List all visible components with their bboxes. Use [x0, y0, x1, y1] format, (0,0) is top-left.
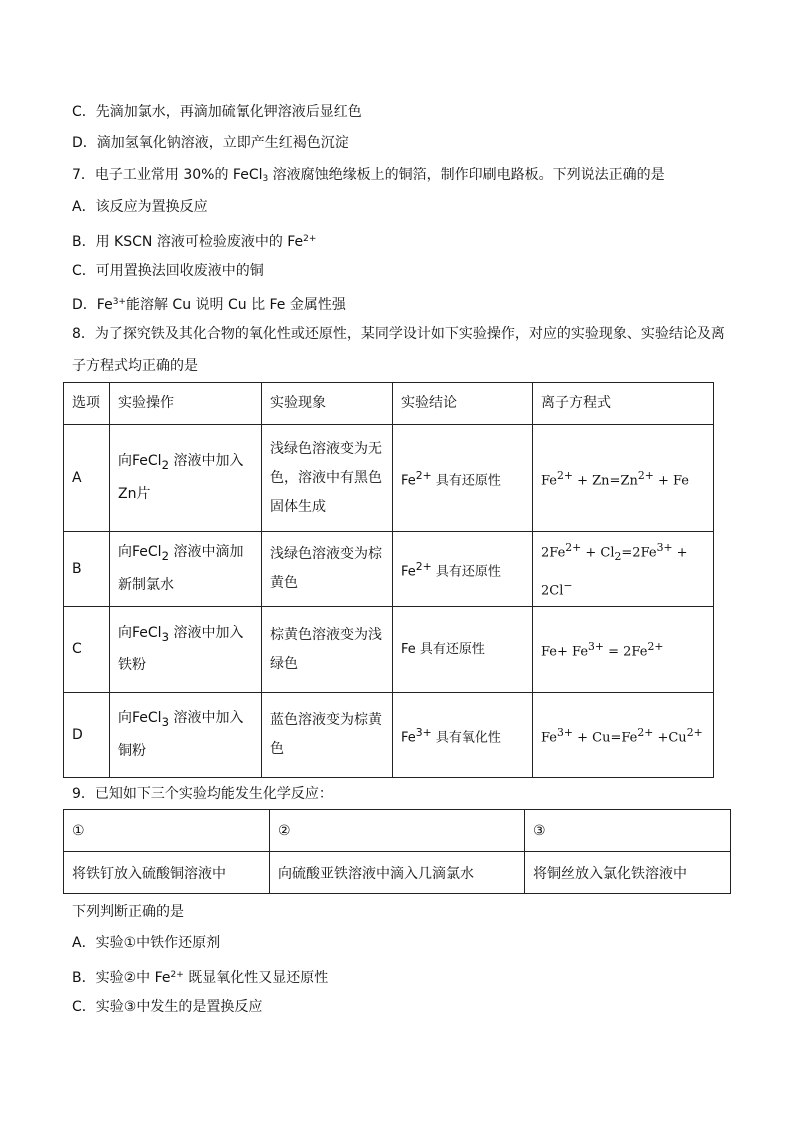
q8-row-c-operation: [110, 607, 262, 693]
table-row: [64, 607, 714, 693]
eq-sup: 2+: [686, 725, 703, 739]
q9-header-3: ③: [525, 810, 731, 852]
q8-stem-line-2: 子方程式均正确的是: [72, 358, 198, 374]
op-text: 向FeCl: [118, 453, 162, 470]
q9-stem: 9．已知如下三个实验均能发生化学反应：: [72, 786, 333, 802]
q9-option-b-pre: B．实验②中 Fe: [72, 970, 171, 986]
q9-table-header: [64, 810, 731, 852]
q8-row-a-equation: [533, 425, 714, 532]
q8-row-d-phenomenon: 蓝色溶液变为棕黄色: [262, 693, 393, 778]
eq-sup: 2+: [637, 725, 654, 739]
q9-cell-2: 向硫酸亚铁溶液中滴入几滴氯水: [270, 852, 525, 894]
q8-table-header: [64, 383, 714, 425]
q7-option-b: [72, 229, 316, 252]
conc-sup: 2+: [415, 559, 432, 573]
q8-header-equation: 离子方程式: [533, 383, 714, 425]
q9-option-b: [72, 965, 328, 988]
q8-row-c-phenomenon: 棕黄色溶液变为浅绿色: [262, 607, 393, 693]
table-row: [64, 852, 731, 894]
q7-option-d-sup: 3+: [112, 297, 126, 307]
eq-sub: 2: [614, 549, 622, 563]
q9-ask: 下列判断正确的是: [72, 904, 184, 920]
q8-row-a-conclusion: [393, 425, 533, 532]
q8-row-c-conclusion: Fe 具有还原性: [393, 607, 533, 693]
eq-sup: 2+: [637, 468, 654, 482]
q8-row-b-conclusion: [393, 532, 533, 607]
q7-option-b-sup: 2+: [303, 234, 317, 244]
q8-row-b-operation: [110, 532, 262, 607]
q9-option-a: A．实验①中铁作还原剂: [72, 935, 221, 951]
q7-stem-text-2: 溶液腐蚀绝缘板上的铜箔，制作印刷电路板。下列说法正确的是: [268, 167, 665, 183]
op-text: 向FeCl: [118, 710, 162, 727]
op-text-2: 溶液中加入Zn片: [118, 453, 244, 502]
op-sub: 2: [161, 548, 169, 563]
q9-table: [63, 809, 731, 894]
q8-table: [63, 382, 714, 778]
q8-row-d-operation: [110, 693, 262, 778]
eq-part: + 2Cl: [541, 545, 688, 599]
q9-header-2: ②: [270, 810, 525, 852]
q8-row-b-equation: [533, 532, 714, 607]
eq-part: Fe+ Fe: [541, 644, 589, 660]
q9-option-c: C．实验③中发生的是置换反应: [72, 999, 263, 1015]
q8-row-d-equation: [533, 693, 714, 778]
eq-sup: −: [563, 578, 573, 592]
eq-sup: 2+: [565, 540, 582, 554]
q8-row-d-option: D: [64, 693, 110, 778]
q8-row-d-conclusion: [393, 693, 533, 778]
eq-part: Fe: [541, 730, 558, 746]
conc-sup: 3+: [415, 725, 432, 739]
eq-sup: 2+: [647, 640, 664, 654]
op-text-2: 溶液中滴加新制氯水: [118, 544, 244, 593]
q8-row-a-option: A: [64, 425, 110, 532]
q7-stem-text: 7．电子工业常用 30%的 FeCl: [72, 167, 263, 183]
eq-part: +Cu: [653, 730, 687, 746]
conc-text-2: 具有氧化性: [431, 730, 501, 746]
op-sub: 3: [161, 629, 169, 644]
op-text-2: 溶液中加入铁粉: [118, 624, 244, 674]
q7-option-d-pre: D．Fe: [72, 297, 113, 313]
q9-cell-1: 将铁钉放入硫酸铜溶液中: [64, 852, 270, 894]
q8-row-b-option: B: [64, 532, 110, 607]
q7-option-c: C．可用置换法回收废液中的铜: [72, 263, 264, 279]
eq-part: + Cu=Fe: [572, 730, 638, 746]
conc-text: Fe: [401, 730, 416, 746]
eq-part: + Fe: [653, 473, 689, 489]
op-sub: 2: [161, 457, 169, 472]
q9-option-b-post: 既显氧化性又显还原性: [183, 970, 329, 986]
q8-row-b-phenomenon: 浅绿色溶液变为棕黄色: [262, 532, 393, 607]
eq-part: =2Fe: [621, 545, 657, 561]
eq-sup: 2+: [557, 468, 573, 482]
q6-option-c: C．先滴加氯水，再滴加硫氰化钾溶液后显红色: [72, 104, 362, 120]
op-sub: 3: [161, 714, 169, 729]
q7-stem: [72, 165, 665, 189]
q8-header-operation: 实验操作: [110, 383, 262, 425]
conc-text: Fe: [401, 564, 416, 580]
q9-option-b-sup: 2+: [170, 970, 184, 980]
q8-row-c-equation: [533, 607, 714, 693]
eq-sup: 3+: [557, 725, 573, 739]
eq-part: = 2Fe: [604, 644, 648, 660]
conc-text: Fe: [401, 473, 416, 489]
eq-sup: 3+: [656, 540, 673, 554]
table-row: [64, 425, 714, 532]
q7-option-a: A．该反应为置换反应: [72, 199, 208, 215]
q8-row-a-operation: [110, 425, 262, 532]
q8-row-c-option: C: [64, 607, 110, 693]
table-row: [64, 532, 714, 607]
q8-header-option: 选项: [64, 383, 110, 425]
op-text: 向FeCl: [118, 544, 162, 561]
conc-text-2: 具有还原性: [431, 473, 501, 489]
eq-part: 2Fe: [541, 545, 566, 561]
conc-sup: 2+: [415, 468, 432, 482]
table-row: [64, 693, 714, 778]
eq-part: Fe: [541, 473, 558, 489]
q6-option-d: D．滴加氢氧化钠溶液，立即产生红褐色沉淀: [72, 135, 349, 151]
eq-part: + Cl: [581, 545, 615, 561]
eq-part: + Zn=Zn: [572, 473, 638, 489]
q9-header-1: ①: [64, 810, 270, 852]
q8-header-conclusion: 实验结论: [393, 383, 533, 425]
q8-row-a-phenomenon: 浅绿色溶液变为无色，溶液中有黑色固体生成: [262, 425, 393, 532]
op-text: 向FeCl: [118, 624, 162, 641]
q8-header-phenomenon: 实验现象: [262, 383, 393, 425]
q9-cell-3: 将铜丝放入氯化铁溶液中: [525, 852, 731, 894]
q8-stem-line-1: 8．为了探究铁及其化合物的氧化性或还原性，某同学设计如下实验操作，对应的实验现象、实验结论及离: [72, 326, 725, 342]
q7-option-d: [72, 292, 346, 315]
q7-option-b-text: B．用 KSCN 溶液可检验废液中的 Fe: [72, 234, 304, 250]
conc-text-2: 具有还原性: [431, 564, 501, 580]
q7-option-d-post: 能溶解 Cu 说明 Cu 比 Fe 金属性强: [125, 297, 346, 313]
op-text-2: 溶液中加入铜粉: [118, 710, 244, 759]
eq-sup: 3+: [588, 640, 604, 654]
q7-stem-sub: 3: [262, 174, 269, 184]
